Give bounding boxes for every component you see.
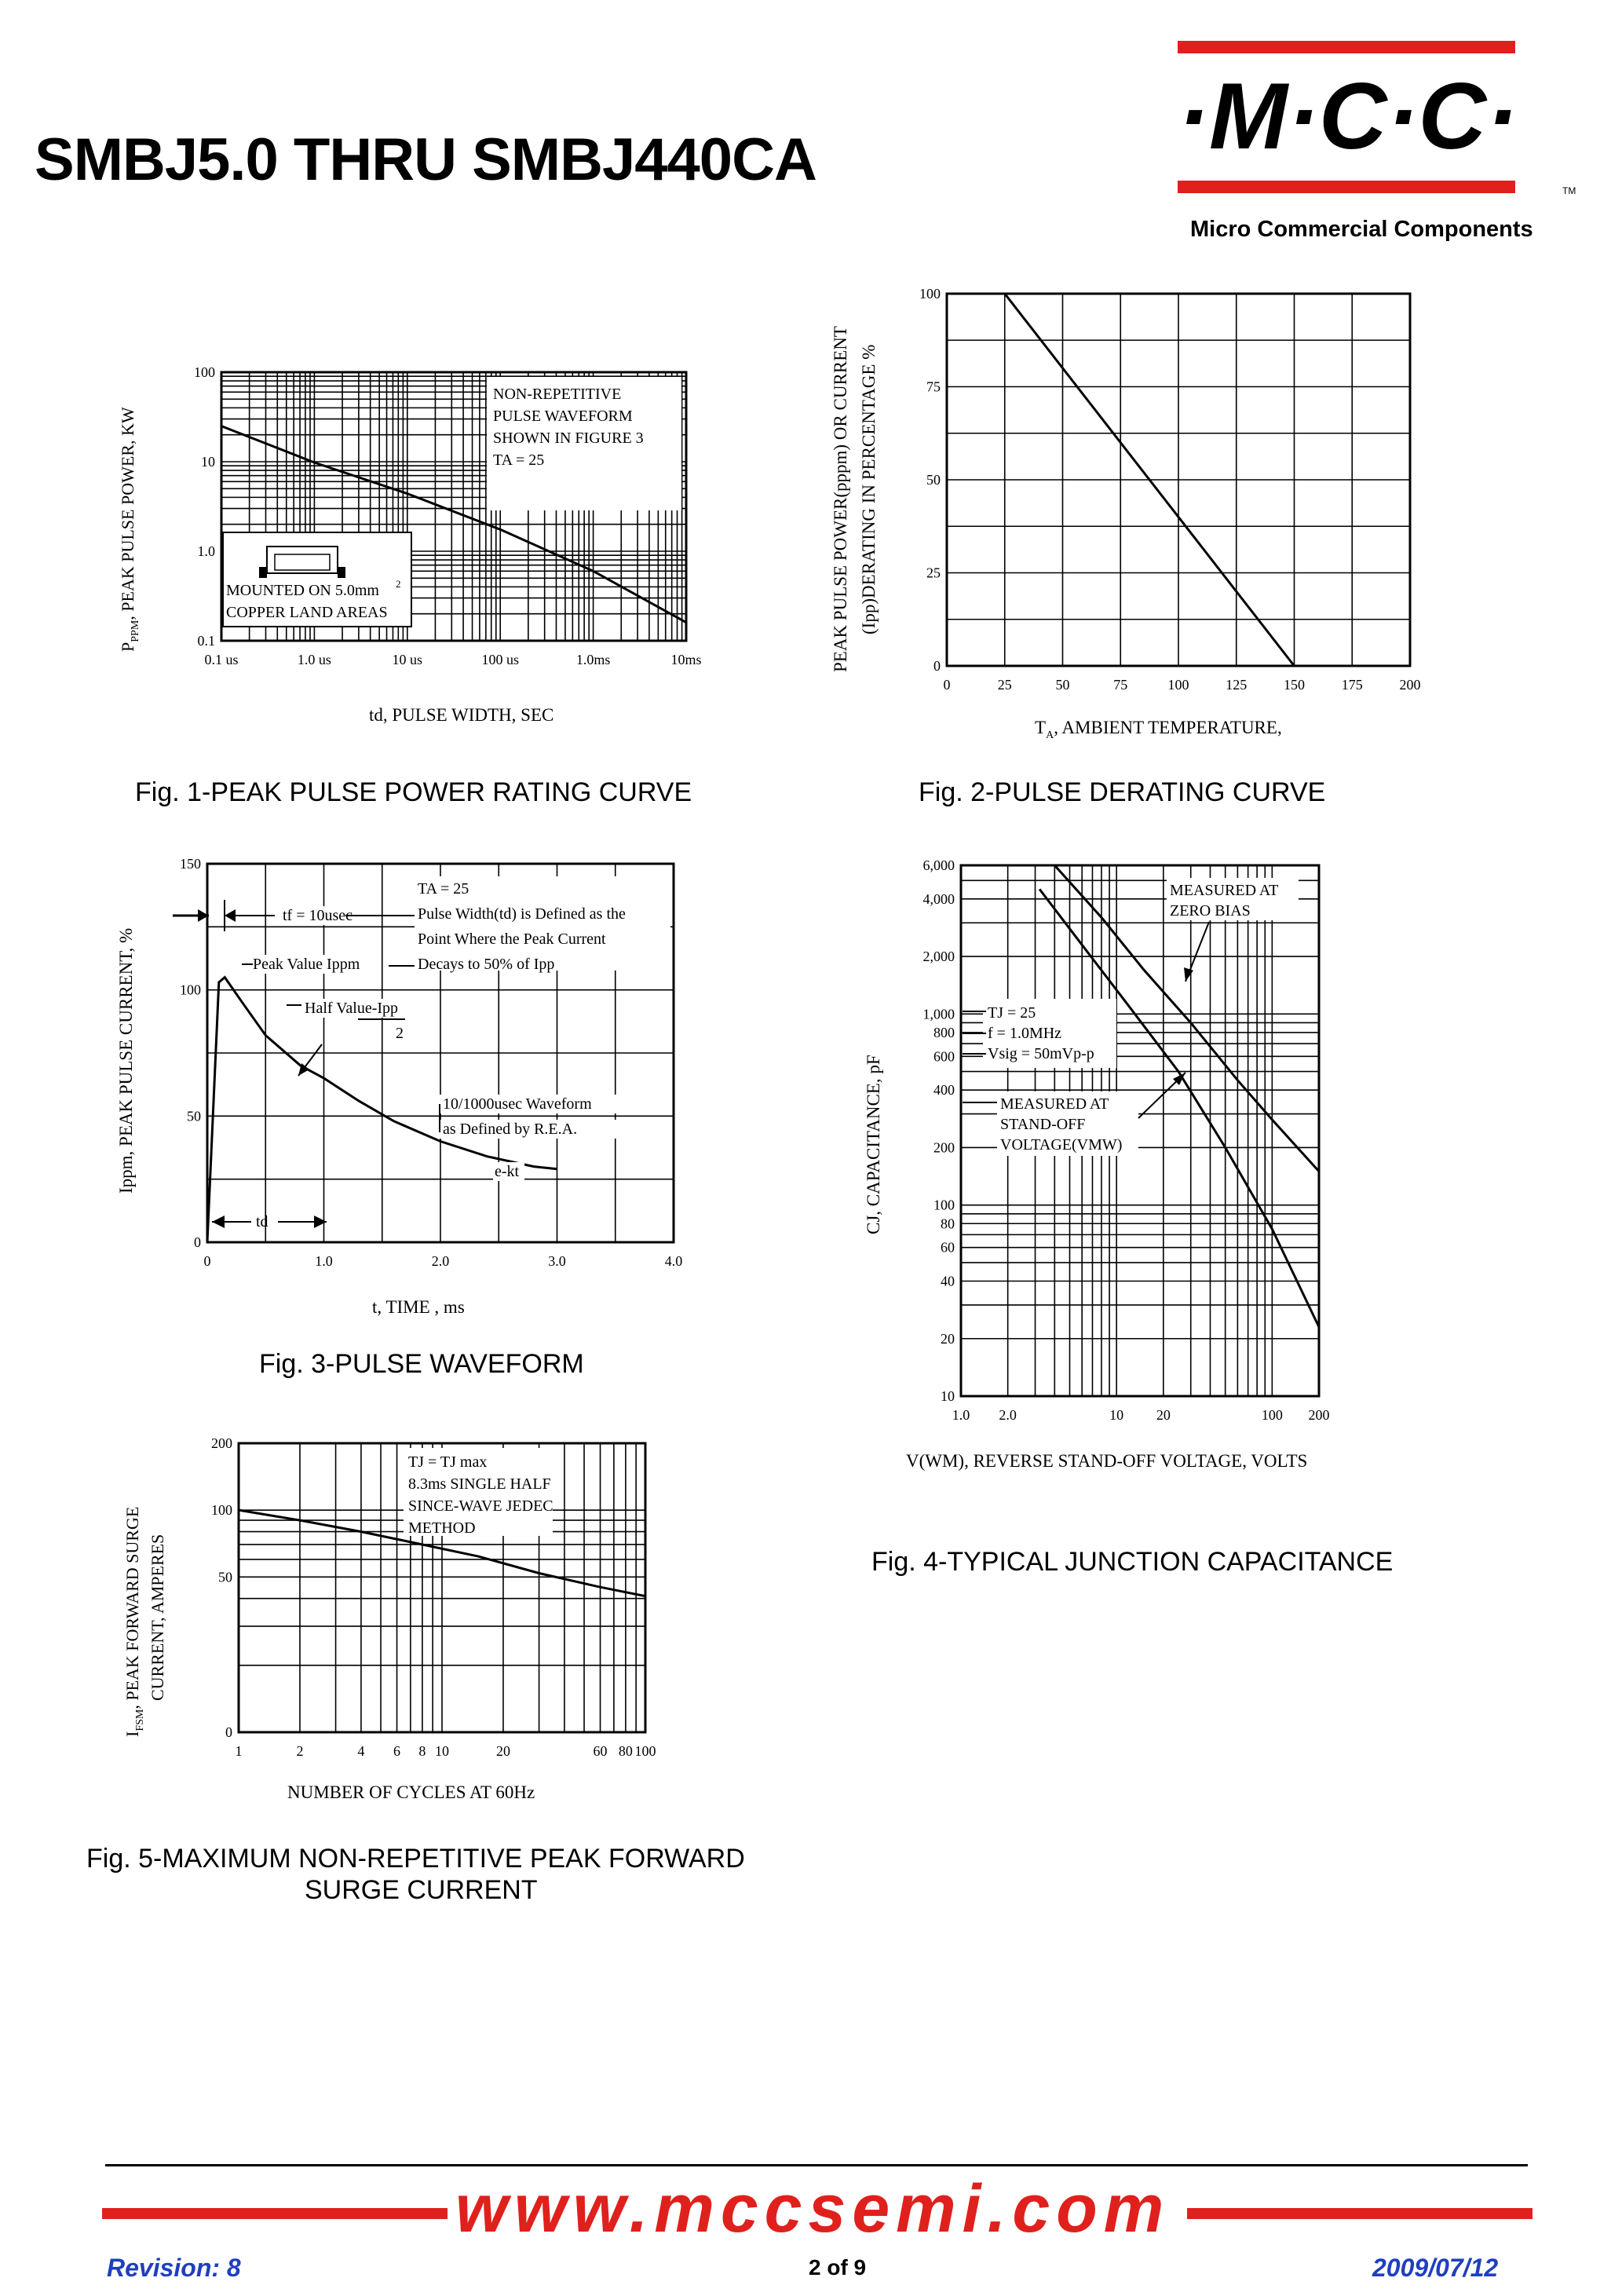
fig3-peak: Peak Value Ippm (253, 956, 360, 973)
website-link[interactable]: www.mccsemi.com (455, 2171, 1171, 2247)
fig5-x-tick-label: 80 (618, 1743, 633, 1759)
fig4-x-tick-label: 1.0 (952, 1407, 970, 1423)
fig3-y-tick-label: 100 (180, 982, 201, 998)
fig5-ylabel-2: CURRENT, AMPERES (148, 1534, 167, 1701)
fig2-y-tick-label: 100 (919, 286, 941, 302)
fig2-chart (824, 267, 1468, 754)
fig2-y-tick-label: 25 (926, 565, 941, 581)
fig1-inset-line-1: MOUNTED ON 5.0mm (226, 582, 379, 599)
fig4-legend-standoff-3: VOLTAGE(VMW) (1000, 1136, 1123, 1153)
fig4-y-ticks (923, 857, 955, 1404)
fig4-y-tick-label: 100 (933, 1197, 955, 1213)
fig5-annotation-4: METHOD (408, 1519, 476, 1537)
fig1-inset-superscript: 2 (396, 578, 401, 590)
fig3-ekt: e-kt (495, 1163, 520, 1180)
fig3-x-tick-label: 1.0 (315, 1253, 333, 1269)
fig3-y-tick-label: 0 (194, 1234, 201, 1250)
fig5-annotations (404, 1448, 553, 1537)
fig5-annotation-3: SINCE-WAVE JEDEC (408, 1497, 553, 1515)
fig5-chart (110, 1429, 707, 1822)
fig2-y-tick-label: 75 (926, 378, 941, 395)
fig4-x-tick-label: 20 (1156, 1407, 1171, 1423)
fig1-y-tick-label: 100 (194, 364, 215, 380)
fig3-wf-2: as Defined by R.E.A. (443, 1121, 578, 1138)
fig3-td: td (256, 1213, 269, 1230)
fig4-y-tick-label: 80 (941, 1216, 955, 1232)
fig5-y-tick-label: 0 (225, 1724, 232, 1740)
revision-label (107, 2254, 241, 2283)
fig4-chart (856, 856, 1452, 1476)
fig5-x-tick-label: 8 (418, 1743, 426, 1759)
fig4-ylabel: CJ, CAPACITANCE, pF (864, 1055, 883, 1234)
fig2-x-tick-label: 200 (1399, 677, 1421, 693)
fig3-pw-2: Point Where the Peak Current (418, 930, 606, 948)
fig1-inset-line-2: COPPER LAND AREAS (226, 604, 388, 621)
fig4-x-ticks (952, 1407, 1330, 1423)
fig1-annotation-2: PULSE WAVEFORM (493, 408, 633, 425)
fig3-xlabel: t, TIME , ms (372, 1297, 465, 1317)
fig4-y-tick-label: 1,000 (922, 1006, 955, 1022)
fig1-y-tick-label: 10 (201, 454, 215, 470)
fig3-pw-1: Pulse Width(td) is Defined as the (418, 905, 626, 923)
fig3-x-tick-label: 0 (203, 1253, 211, 1269)
fig5-y-tick-label: 200 (211, 1435, 232, 1451)
fig4-y-tick-label: 60 (941, 1239, 955, 1256)
fig4-vsig: Vsig = 50mVp-p (988, 1045, 1094, 1062)
fig4-caption: Fig. 4-TYPICAL JUNCTION CAPACITANCE (871, 1547, 1394, 1577)
fig4-xlabel: V(WM), REVERSE STAND-OFF VOLTAGE, VOLTS (906, 1451, 1308, 1471)
fig3-caption: Fig. 3-PULSE WAVEFORM (259, 1349, 584, 1379)
trademark: TM (1562, 185, 1576, 196)
fig5-xlabel: NUMBER OF CYCLES AT 60Hz (287, 1782, 535, 1802)
fig4-legend-zero-2: ZERO BIAS (1170, 902, 1251, 919)
fig4-y-tick-label: 2,000 (922, 949, 955, 965)
fig1-annotation-4: TA = 25 (493, 452, 545, 469)
footer-red-bar-right (1187, 2208, 1532, 2219)
fig3-tf: tf = 10usec (283, 907, 353, 924)
fig5-x-tick-label: 20 (495, 1743, 510, 1759)
fig3-x-tick-label: 4.0 (664, 1253, 683, 1269)
fig2-ylabel-1: PEAK PULSE POWER(pppm) OR CURRENT (831, 326, 850, 672)
fig3-x-tick-label: 2.0 (431, 1253, 450, 1269)
fig2-caption: Fig. 2-PULSE DERATING CURVE (919, 777, 1326, 807)
fig4-f: f = 1.0MHz (988, 1025, 1062, 1042)
fig5-annotation-1: TJ = TJ max (408, 1453, 488, 1471)
fig4-legend-zero-1: MEASURED AT (1170, 882, 1279, 899)
fig3-x-ticks (204, 1253, 683, 1269)
fig3-half-1: Half Value-Ipp (305, 1000, 399, 1017)
revision-label-text: Revision: (107, 2254, 221, 2282)
fig1-x-tick-label: 1.0ms (575, 652, 611, 667)
fig2-ylabel-2: (Ipp)DERATING IN PERCENTAGE % (859, 344, 879, 634)
fig3-ylabel: Ippm, PEAK PULSE CURRENT, % (116, 927, 136, 1194)
fig1-caption: Fig. 1-PEAK PULSE POWER RATING CURVE (135, 777, 692, 807)
fig5-x-tick-label: 4 (357, 1743, 365, 1759)
fig5-annotation-2: 8.3ms SINGLE HALF (408, 1475, 551, 1493)
fig1-x-ticks (204, 652, 701, 667)
fig4-y-tick-label: 200 (933, 1139, 955, 1156)
fig1-x-tick-label: 100 us (481, 652, 519, 667)
mcc-logo: ·M·C·C· (1178, 64, 1518, 169)
fig4-y-tick-label: 4,000 (922, 890, 955, 907)
fig5-x-ticks (236, 1743, 656, 1759)
fig4-x-tick-label: 200 (1308, 1407, 1330, 1423)
fig2-x-tick-label: 175 (1341, 677, 1363, 693)
fig5-x-tick-label: 10 (435, 1743, 449, 1759)
fig5-y-tick-label: 50 (218, 1569, 232, 1585)
fig2-x-ticks (944, 677, 1421, 693)
revision-date: 2009/07/12 (1372, 2254, 1499, 2282)
fig5-ylabel-1: $I_{FSM}$, PEAK FORWARD SURGE (122, 1506, 146, 1737)
fig4-x-tick-label: 10 (1109, 1407, 1124, 1423)
fig2-x-tick-label: 75 (1113, 677, 1128, 693)
fig3-x-tick-label: 3.0 (548, 1253, 566, 1269)
fig4-y-tick-label: 20 (941, 1330, 955, 1347)
fig2-y-tick-label: 50 (926, 472, 941, 488)
fig1-chart (102, 345, 714, 738)
fig5-caption-line-1: Fig. 5-MAXIMUM NON-REPETITIVE PEAK FORWARD (86, 1844, 745, 1874)
fig1-xlabel: td, PULSE WIDTH, SEC (369, 705, 554, 725)
fig1-ylabel: $P_{PPM}$, PEAK PULSE POWER, KW (118, 407, 141, 652)
fig1-annotation-1: NON-REPETITIVE (493, 386, 622, 403)
fig5-x-tick-label: 6 (393, 1743, 401, 1759)
fig3-ta: TA = 25 (418, 880, 469, 898)
fig1-x-tick-label: 0.1 us (204, 652, 239, 667)
fig2-x-tick-label: 150 (1284, 677, 1305, 693)
fig4-x-tick-label: 100 (1261, 1407, 1283, 1423)
fig2-x-tick-label: 100 (1167, 677, 1189, 693)
fig3-chart (110, 856, 714, 1327)
fig2-x-tick-label: 50 (1055, 677, 1070, 693)
fig5-x-tick-label: 1 (235, 1743, 243, 1759)
fig2-x-tick-label: 125 (1226, 677, 1248, 693)
fig4-y-tick-label: 40 (941, 1273, 955, 1289)
fig2-x-tick-label: 25 (997, 677, 1012, 693)
fig1-y-tick-label: 1.0 (197, 543, 215, 559)
fig5-x-tick-label: 100 (634, 1743, 656, 1759)
fig5-x-tick-label: 2 (296, 1743, 304, 1759)
fig3-y-tick-label: 50 (187, 1108, 201, 1124)
fig4-y-tick-label: 800 (933, 1024, 955, 1040)
fig4-x-tick-label: 2.0 (999, 1407, 1017, 1423)
fig1-x-tick-label: 10 us (392, 652, 423, 667)
fig4-y-tick-label: 6,000 (922, 857, 955, 873)
fig1-y-ticks (194, 364, 215, 649)
logo-top-bar (1178, 41, 1515, 53)
fig5-y-tick-label: 100 (211, 1502, 232, 1519)
fig2-grid (947, 294, 1410, 666)
fig4-tj: TJ = 25 (988, 1004, 1036, 1022)
fig1-x-tick-label: 10ms (670, 652, 702, 667)
fig1-annotation-3: SHOWN IN FIGURE 3 (493, 430, 644, 447)
page-number: 2 of 9 (809, 2255, 867, 2280)
fig4-legend-standoff-2: STAND-OFF (1000, 1116, 1086, 1133)
fig1-y-tick-label: 0.1 (197, 633, 215, 649)
fig5-x-tick-label: 60 (593, 1743, 608, 1759)
company-name: Micro Commercial Components (1190, 217, 1533, 242)
logo-bottom-bar (1178, 181, 1515, 193)
fig2-xlabel: $T_A$, AMBIENT TEMPERATURE, (1035, 718, 1282, 741)
revision-number: 8 (226, 2254, 241, 2282)
fig3-pw-3: Decays to 50% of Ipp (418, 956, 555, 973)
fig5-caption-line-2: SURGE CURRENT (305, 1875, 538, 1905)
fig2-y-tick-label: 0 (933, 658, 941, 674)
fig4-y-tick-label: 10 (941, 1388, 955, 1404)
fig4-legend-standoff-1: MEASURED AT (1000, 1095, 1109, 1113)
fig4-y-tick-label: 400 (933, 1082, 955, 1099)
footer-red-bar-left (102, 2208, 448, 2219)
fig2-x-tick-label: 0 (943, 677, 951, 693)
footer-rule (105, 2164, 1528, 2166)
fig4-y-tick-label: 600 (933, 1048, 955, 1065)
fig3-wf-1: 10/1000usec Waveform (443, 1095, 592, 1113)
fig5-y-ticks (211, 1435, 232, 1740)
page-title: SMBJ5.0 THRU SMBJ440CA (35, 126, 816, 193)
fig3-y-tick-label: 150 (180, 856, 201, 872)
fig3-half-2: 2 (396, 1025, 404, 1042)
fig2-y-ticks (919, 286, 941, 674)
fig1-x-tick-label: 1.0 us (297, 652, 331, 667)
